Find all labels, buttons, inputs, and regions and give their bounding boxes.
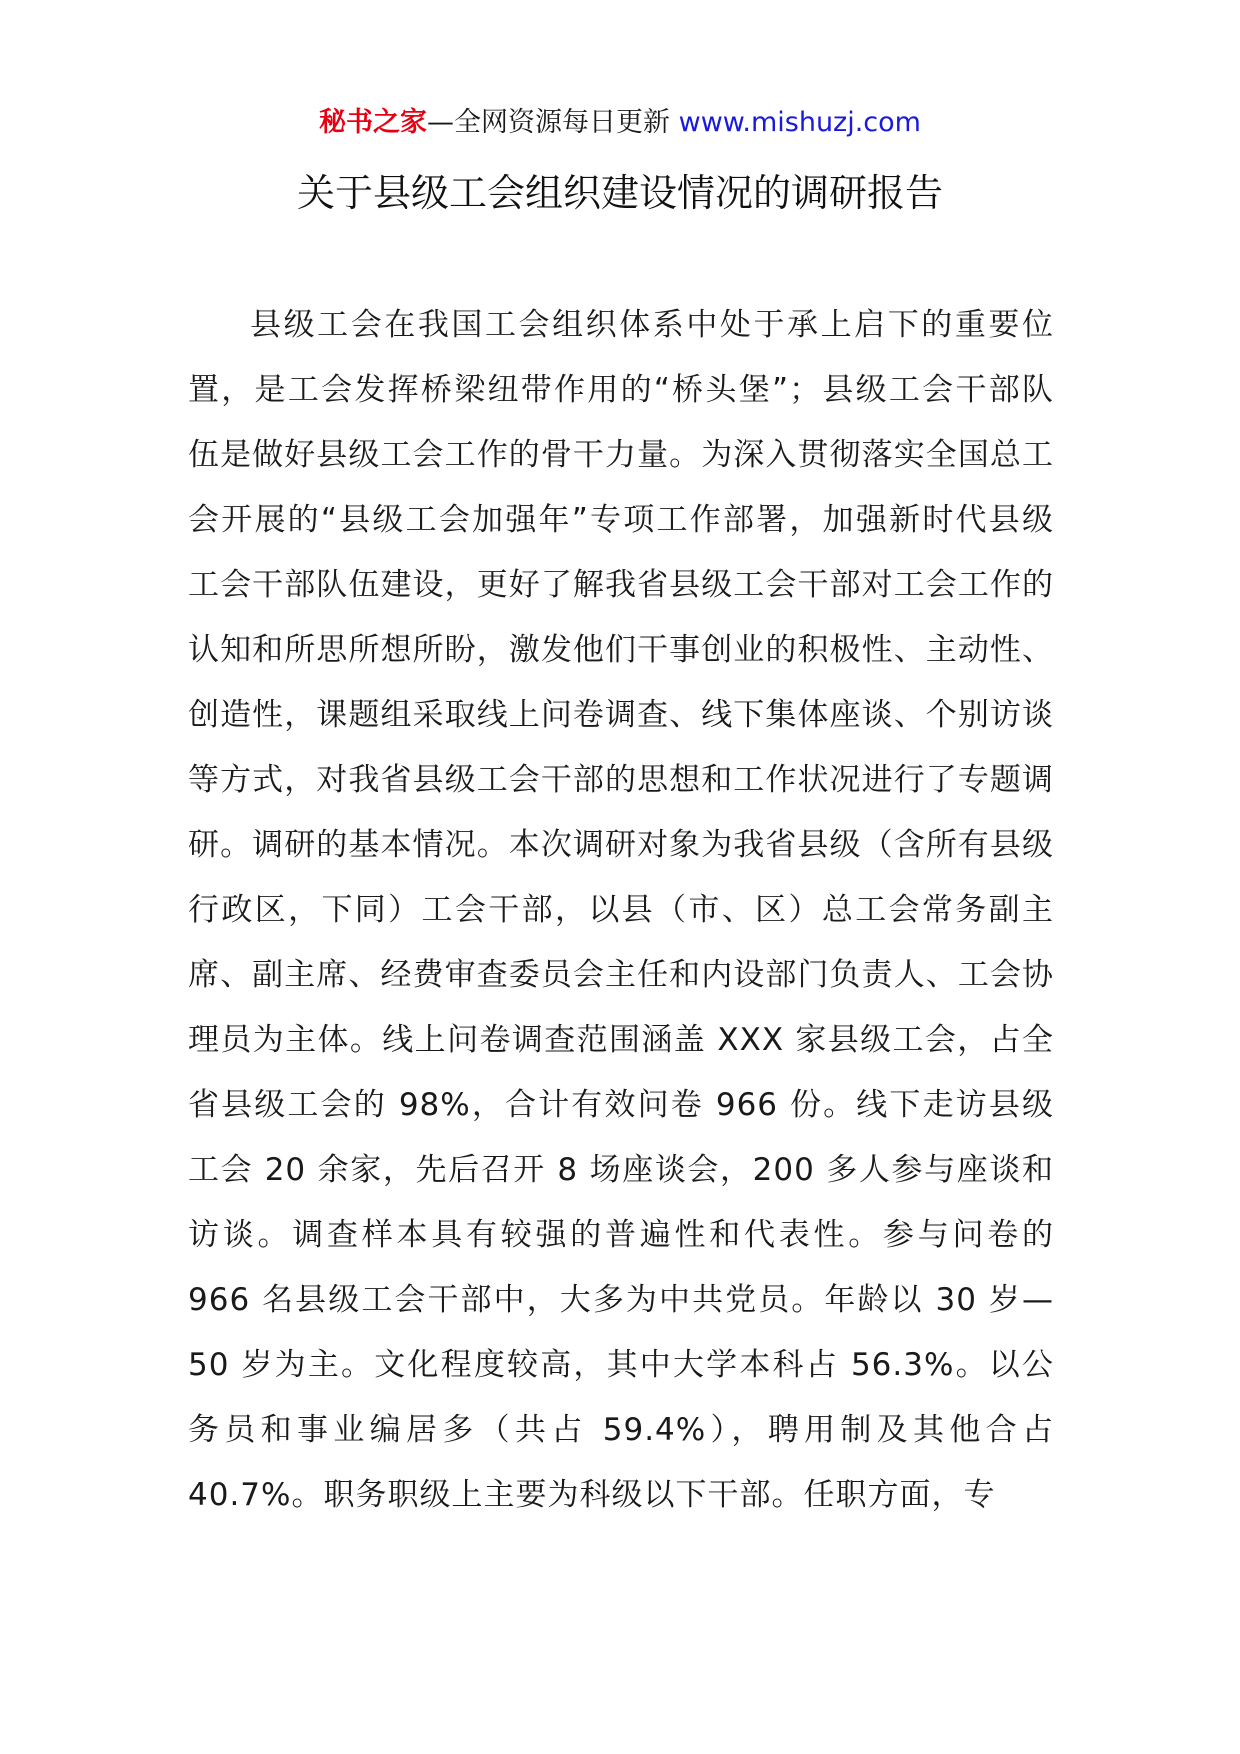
site-tagline: —全网资源每日更新 [427,107,679,138]
brand-name: 秘书之家 [319,107,428,138]
site-url-link[interactable]: www.mishuzj.com [678,107,921,138]
document-title: 关于县级工会组织建设情况的调研报告 [296,171,943,215]
body-paragraph: 县级工会在我国工会组织体系中处于承上启下的重要位置，是工会发挥桥梁纽带作用的“桥头堡”；县级工会干部队伍是做好县级工会工作的骨干力量。为深入贯彻落实全国总工会开展的“县级工会加强年”专项工作部署，加强新时代县级工会干部队伍建设，更好了解我省县级工会干部对工会工作的认知和所思所想所盼，激发他们干事创业的积极性、主动性、创造性，课题组采取线上问卷调查、线下集体座谈、个别访谈等方式，对我省县级工会干部的思想和工作状况进行了专题调研。调研的基本情况。本次调研对象为我省县级（含所有县级行政区，下同）工会干部，以县（市、区）总工会常务副主席、副主席、经费审查委员会主任和内设部门负责人、工会协理员为主体。线上问卷调查范围涵盖 XXX 家县级工会，占全省县级工会的 98%，合计有效问卷 966 份。线下走访县级工会 20 余家，先后召开 8 场座谈会，200 多人参与座谈和访谈。调查样本具有较强的普遍性和代表性。参与问卷的 966 名县级工会干部中，大多为中共党员。年龄以 30 岁—50 岁为主。文化程度较高，其中大学本科占 56.3%。以公务员和事业编居多（共占 59.4%），聘用制及其他合占 40.7%。职务职级上主要为科级以下干部。任职方面，专 [188,307,1054,1513]
site-header [0,103,1240,143]
